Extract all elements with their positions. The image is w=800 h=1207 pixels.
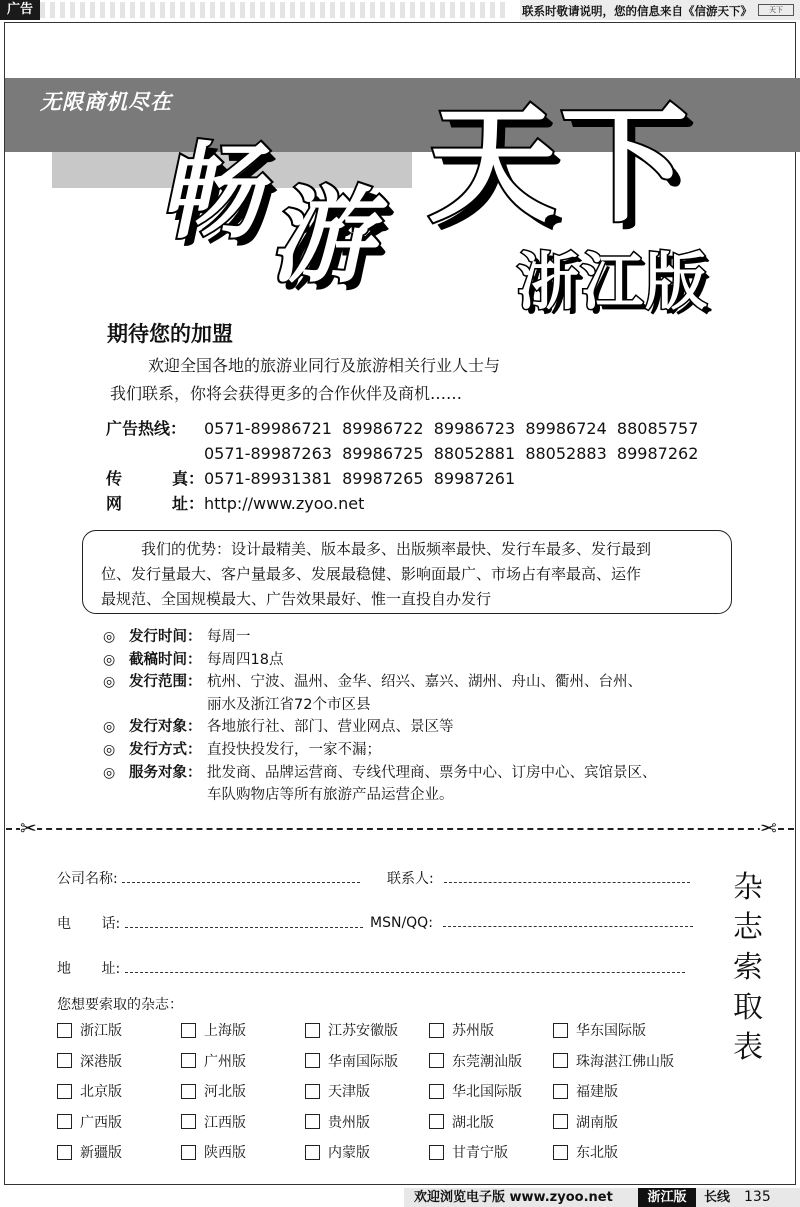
checkbox[interactable] xyxy=(181,1023,196,1038)
magazine-option[interactable] xyxy=(553,1142,618,1162)
web-label-b: 址： xyxy=(171,494,204,513)
details-list xyxy=(103,626,703,807)
msn-label: MSN/QQ: xyxy=(370,915,433,931)
checkbox[interactable] xyxy=(305,1114,320,1129)
advantages-line-2: 位、发行量最大、客户量最多、发展最稳健、影响面最广、市场占有率最高、运作 xyxy=(101,565,642,583)
advantages-line-3: 最规范、全国规模最大、广告效果最好、惟一直投自办发行 xyxy=(101,590,492,608)
magazine-option-label: 河北版 xyxy=(204,1084,246,1100)
magazine-option-label: 苏州版 xyxy=(452,1023,494,1039)
checkbox[interactable] xyxy=(429,1053,444,1068)
detail-value: 每周一 xyxy=(207,629,251,645)
intro-line-2: 我们联系，你将会获得更多的合作伙伴及商机…… xyxy=(110,384,463,403)
detail-item xyxy=(103,762,703,807)
magazine-option[interactable] xyxy=(181,1142,246,1162)
title-char-4: 下 xyxy=(560,90,689,240)
intro-line-1: 欢迎全国各地的旅游业同行及旅游相关行业人士与 xyxy=(148,356,501,375)
checkbox[interactable] xyxy=(305,1145,320,1160)
magazine-option[interactable] xyxy=(553,1112,618,1132)
magazine-option[interactable] xyxy=(305,1142,370,1162)
bullet-icon: ◎ xyxy=(103,764,116,781)
magazine-option[interactable] xyxy=(57,1051,122,1071)
website-link[interactable]: http://www.zyoo.net xyxy=(204,494,365,513)
magazine-option-label: 内蒙版 xyxy=(328,1145,370,1161)
bullet-icon: ◎ xyxy=(103,651,116,668)
hotline-label: 广告热线： xyxy=(106,419,187,438)
magazine-option[interactable] xyxy=(429,1051,522,1071)
msn-row xyxy=(370,913,693,931)
contact-block xyxy=(106,416,698,516)
magazine-option-label: 北京版 xyxy=(80,1084,122,1100)
contact-person-row xyxy=(387,868,690,888)
magazine-option[interactable] xyxy=(57,1112,122,1132)
magazine-option-label: 广西版 xyxy=(80,1114,122,1131)
vertical-title xyxy=(728,868,768,1068)
magazine-option[interactable] xyxy=(429,1081,522,1101)
scissors-icon: ✂ xyxy=(760,816,777,840)
magazine-option-label: 湖北版 xyxy=(452,1114,494,1131)
magazine-option[interactable] xyxy=(57,1142,122,1162)
magazine-option-label: 东北版 xyxy=(576,1145,618,1161)
phone-row xyxy=(57,913,363,933)
hotline-numbers-1: 0571-89986721 89986722 89986723 89986724 88085757 xyxy=(204,419,699,438)
detail-label: 发行对象： xyxy=(129,719,202,736)
bullet-icon: ◎ xyxy=(103,741,116,758)
magazine-option-label: 上海版 xyxy=(204,1023,246,1039)
vertical-char: 表 xyxy=(733,1030,763,1065)
magazine-option-label: 浙江版 xyxy=(80,1023,122,1039)
magazine-option[interactable] xyxy=(429,1020,494,1040)
footer-text: 欢迎浏览电子版 www.zyoo.net xyxy=(414,1190,613,1205)
bullet-icon: ◎ xyxy=(103,719,116,736)
phone-label-a: 电 xyxy=(57,916,71,932)
checkbox[interactable] xyxy=(57,1114,72,1129)
magazine-option-label: 江西版 xyxy=(204,1114,246,1131)
checkbox[interactable] xyxy=(57,1145,72,1160)
title-char-3: 天 xyxy=(428,90,557,240)
top-bar xyxy=(0,0,800,20)
mini-logo: 天下 xyxy=(758,4,794,16)
fax-numbers: 0571-89931381 89987265 89987261 xyxy=(204,469,516,488)
detail-item xyxy=(103,649,703,672)
detail-label: 截稿时间： xyxy=(129,651,202,668)
magazine-option[interactable] xyxy=(305,1051,398,1071)
magazine-option-label: 新疆版 xyxy=(80,1145,122,1161)
checkbox[interactable] xyxy=(429,1114,444,1129)
checkbox[interactable] xyxy=(553,1114,568,1129)
footer-section: 长线 xyxy=(704,1190,731,1205)
vertical-char: 索 xyxy=(733,950,763,985)
checkbox[interactable] xyxy=(181,1053,196,1068)
fax-label xyxy=(106,466,204,491)
source-note: 联系时敬请说明，您的信息来自《信游天下》 xyxy=(522,4,752,18)
magazine-option-label: 陕西版 xyxy=(204,1145,246,1161)
magazine-option-label: 贵州版 xyxy=(328,1114,370,1131)
magazine-option[interactable] xyxy=(181,1020,246,1040)
footer-edition-badge: 浙江版 xyxy=(638,1188,696,1207)
magazine-option[interactable] xyxy=(305,1081,370,1101)
checkbox[interactable] xyxy=(305,1084,320,1099)
magazine-option-label: 湖南版 xyxy=(576,1114,618,1131)
magazine-option-label: 江苏安徽版 xyxy=(328,1023,398,1039)
magazine-option[interactable] xyxy=(553,1020,646,1040)
checkbox[interactable] xyxy=(181,1114,196,1129)
magazine-option[interactable] xyxy=(181,1051,246,1071)
checker-pattern xyxy=(40,2,510,18)
cut-line xyxy=(6,828,794,830)
checkbox[interactable] xyxy=(57,1053,72,1068)
checkbox[interactable] xyxy=(305,1053,320,1068)
advantages-line-1: 我们的优势：设计最精美、版本最多、出版频率最快、发行车最多、发行最到 xyxy=(141,540,652,558)
checkbox[interactable] xyxy=(57,1084,72,1099)
magazine-option-label: 珠海湛江佛山版 xyxy=(576,1053,674,1070)
company-row xyxy=(57,868,360,888)
magazine-option[interactable] xyxy=(305,1112,370,1132)
advantages-box xyxy=(82,530,732,614)
scissors-icon: ✂ xyxy=(20,816,37,840)
fax-label-a: 传 xyxy=(106,469,123,488)
magazine-option-label: 华北国际版 xyxy=(452,1084,522,1100)
address-label-a: 地 xyxy=(57,961,71,977)
msn-field[interactable] xyxy=(443,913,693,927)
join-title: 期待您的加盟 xyxy=(107,322,233,346)
company-label: 公司名称: xyxy=(57,871,118,887)
magazine-option-label: 福建版 xyxy=(576,1084,618,1100)
web-label-a: 网 xyxy=(106,494,123,513)
magazine-option[interactable] xyxy=(57,1020,122,1040)
detail-label: 发行范围： xyxy=(129,674,202,691)
detail-value: 杭州、宁波、温州、金华、绍兴、嘉兴、湖州、舟山、衢州、台州、 xyxy=(207,674,642,691)
bullet-icon: ◎ xyxy=(103,629,116,645)
footer xyxy=(404,1188,800,1207)
company-field[interactable] xyxy=(122,869,360,883)
detail-value: 直投快投发行，一家不漏； xyxy=(207,741,381,758)
bullet-icon: ◎ xyxy=(103,674,116,691)
detail-item xyxy=(103,626,703,649)
detail-value-cont: 车队购物店等所有旅游产品运营企业。 xyxy=(207,787,454,804)
magazine-option[interactable] xyxy=(181,1112,246,1132)
detail-value: 各地旅行社、部门、营业网点、景区等 xyxy=(207,719,454,736)
page-number: 135 xyxy=(744,1189,771,1205)
magazine-option-label: 深港版 xyxy=(80,1053,122,1070)
detail-item xyxy=(103,716,703,739)
title-char-2: 游 xyxy=(265,174,396,297)
fax-label-b: 真： xyxy=(171,469,204,488)
edition-title: 浙江版 xyxy=(517,245,710,318)
detail-label: 发行时间： xyxy=(129,629,202,645)
checkbox[interactable] xyxy=(429,1145,444,1160)
magazine-option-label: 甘青宁版 xyxy=(452,1145,508,1161)
checkbox[interactable] xyxy=(429,1084,444,1099)
magazine-option[interactable] xyxy=(305,1020,398,1040)
checkbox[interactable] xyxy=(553,1023,568,1038)
magazine-option-label: 广州版 xyxy=(204,1053,246,1070)
magazine-option[interactable] xyxy=(553,1051,674,1071)
web-label xyxy=(106,491,204,516)
detail-label: 服务对象： xyxy=(129,764,202,781)
checkbox[interactable] xyxy=(305,1023,320,1038)
vertical-char: 杂 xyxy=(733,870,763,905)
magazine-option-label: 天津版 xyxy=(328,1084,370,1100)
checkbox[interactable] xyxy=(57,1023,72,1038)
detail-value-cont: 丽水及浙江省72个市区县 xyxy=(207,696,371,713)
magazine-option[interactable] xyxy=(181,1081,246,1101)
phone-label-b: 话: xyxy=(101,916,121,932)
checkbox[interactable] xyxy=(553,1053,568,1068)
phone-field[interactable] xyxy=(125,914,363,928)
magazine-option-label: 华东国际版 xyxy=(576,1023,646,1039)
contact-person-field[interactable] xyxy=(444,869,690,883)
detail-value: 批发商、品牌运营商、专线代理商、票务中心、订房中心、宾馆景区、 xyxy=(207,764,657,781)
title-char-1: 畅 xyxy=(153,130,284,253)
vertical-char: 取 xyxy=(733,990,763,1025)
magazine-option[interactable] xyxy=(553,1081,618,1101)
checkbox[interactable] xyxy=(553,1084,568,1099)
intro-text xyxy=(110,352,670,408)
address-field[interactable] xyxy=(125,959,685,973)
checkbox[interactable] xyxy=(181,1145,196,1160)
detail-label: 发行方式： xyxy=(129,741,202,758)
magazine-option[interactable] xyxy=(429,1142,508,1162)
contact-person-label: 联系人: xyxy=(387,871,434,887)
vertical-char: 志 xyxy=(733,910,763,945)
detail-item xyxy=(103,671,703,716)
detail-value: 每周四18点 xyxy=(207,651,284,668)
ad-tag: 广告 xyxy=(0,0,40,20)
magazine-option-label: 东莞潮汕版 xyxy=(452,1053,522,1070)
detail-item xyxy=(103,739,703,762)
address-row xyxy=(57,958,685,978)
magazine-option-label: 华南国际版 xyxy=(328,1053,398,1070)
checkbox[interactable] xyxy=(181,1084,196,1099)
slogan: 无限商机尽在 xyxy=(40,89,172,114)
hotline-numbers-2: 0571-89987263 89986725 88052881 88052883 89987262 xyxy=(204,444,699,463)
magazine-option[interactable] xyxy=(429,1112,494,1132)
magazines-label: 您想要索取的杂志： xyxy=(57,997,183,1013)
address-label-b: 址: xyxy=(101,961,121,977)
checkbox[interactable] xyxy=(429,1023,444,1038)
magazine-option[interactable] xyxy=(57,1081,122,1101)
checkbox[interactable] xyxy=(553,1145,568,1160)
